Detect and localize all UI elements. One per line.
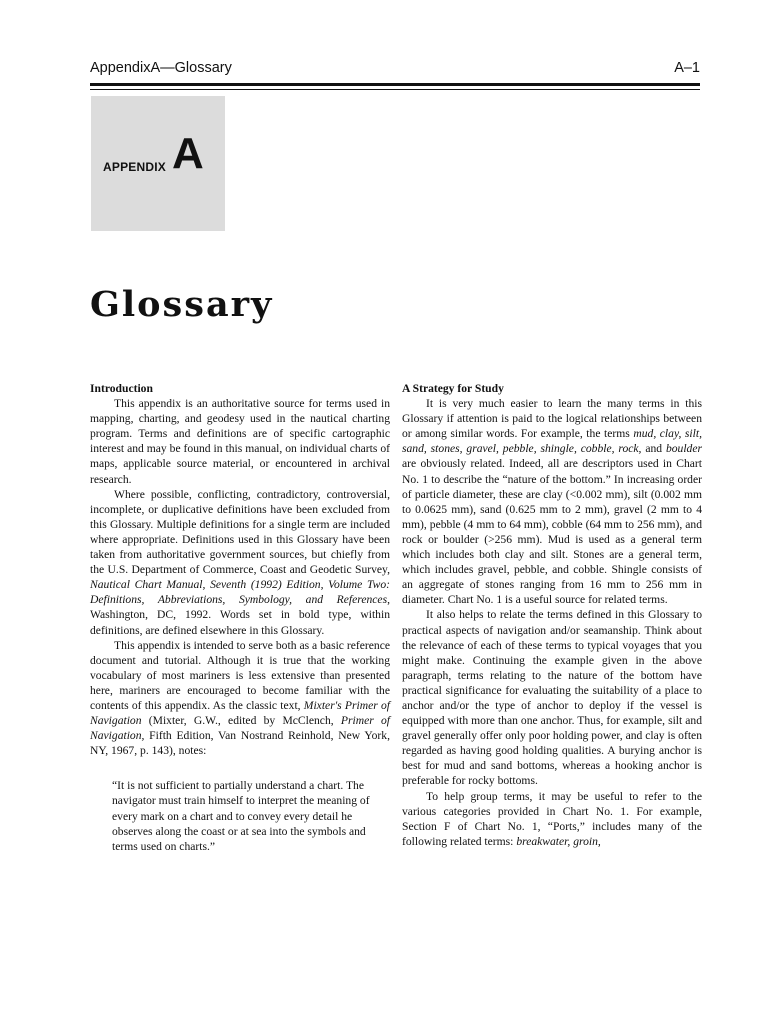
appendix-letter: A [172, 129, 204, 178]
block-quote: “It is not sufficient to partially understand a chart. The navigator must train himself to interpret the meaning of every mark on a chart and to convey every detail he observes along the coast or at sea into the symbols and terms used on charts.” [112, 779, 370, 853]
running-header [90, 58, 700, 80]
appendix-label: APPENDIX [103, 160, 166, 174]
cited-title: Mixter's Primer of Navigation [90, 698, 390, 728]
introduction-heading: Introduction [90, 382, 153, 395]
strategy-paragraph-3 [402, 789, 702, 849]
introduction-paragraph-1: This appendix is an authoritative source for terms used in mapping, charting, and geodesy used in the nautical charting program. Terms and definitions are of specific cartographic interest and may be found in this manual, on individual charts of maps, applicable source material, or encountered in archival research. [90, 397, 390, 486]
cited-title: Nautical Chart Manual, Seventh (1992) Edition, Volume Two: Definitions, Abbreviations, Symbology, and References [90, 578, 390, 607]
column-left [90, 381, 390, 854]
cited-title: Primer of Navigation, [90, 714, 390, 743]
header-rule-thin [90, 89, 700, 90]
paragraph-text: It is very much easier to learn the many terms in this Glossary if attention is paid to the logical relationships between or among similar words. For example, the terms [402, 397, 702, 441]
page-title: Glossary [90, 284, 274, 325]
paragraph-text: and [641, 442, 663, 456]
term-list: mud, clay, silt, sand, stones, gravel, pebble, shingle, cobble, rock, [402, 427, 702, 456]
header-section-title: AppendixA—Glossary [90, 60, 232, 76]
paragraph-text: Where possible, conflicting, contradictory, controversial, incomplete, or duplicative definitions have been excluded from this Glossary. Multiple definitions for a single term are included where appropriate. Definitions used in this Glossary have been taken from authoritative government sources, but chiefly from the U.S. Department of Commerce, Coast and Geodetic Survey, [90, 487, 390, 577]
term: boulder [665, 442, 703, 456]
header-page-number: A–1 [674, 60, 700, 76]
strategy-paragraph-1 [402, 396, 702, 607]
introduction-paragraph-2 [90, 487, 390, 638]
introduction-paragraph-3 [90, 638, 390, 759]
paragraph-text: , Washington, DC, 1992. Words set in bold type, within definitions, are defined elsewhere in this Glossary. [90, 593, 390, 637]
paragraph-text: Fifth Edition, Van Nostrand Reinhold, New York, NY, 1967, p. 143), notes: [90, 729, 390, 758]
strategy-paragraph-2: It also helps to relate the terms defined in this Glossary to practical aspects of navigation and/or seamanship. Think about the relevance of each of these terms to typical voyages that you might make. Continuing the example given in the above paragraph, terms relating to the nature of the bottom have practical significance for evaluating the suitability of a place to anchor and/or the type of anchor to deploy if the vessel is equipped with more than one anchor. Thus, for example, silt and gravel generally offer only poor holding power, and clay is often regarded as having good holding qualities. A burying anchor is best for mud and sand bottoms, whereas a hooking anchor is preferable for rocky bottoms. [402, 608, 702, 788]
paragraph-text: are obviously related. Indeed, all are descriptors used in Chart No. 1 to describe the “nature of the bottom.” In increasing order of particle diameter, these are clay (<0.002 mm), silt (0.002 mm to 0.0625 mm), sand (0.625 mm to 2 mm), gravel (2 mm to 4 mm), pebble (4 mm to 64 mm), cobble (64 mm to 256 mm), and rock or boulder (>256 mm). Mud is used as a general term which includes both clay and silt. Stones are a general term, which includes gravel, pebble, and cobble. Shingle consists of an aggregate of stones ranging from 16 mm to 256 mm in diameter. Chart No. 1 is a useful source for related terms. [402, 457, 702, 607]
column-right [402, 381, 702, 849]
header-rule-thick [90, 83, 700, 86]
term-list: breakwater, groin, [516, 834, 601, 848]
paragraph-text: To help group terms, it may be useful to refer to the various categories provided in Chart No. 1. For example, Section F of Chart No. 1, “Ports,” includes many of the following related terms: [402, 789, 702, 848]
paragraph-text: This appendix is intended to serve both as a basic reference document and tutorial. Although it is true that the working vocabulary of most mariners is less extensive than presented here, mariners are encouraged to become familiar with the contents of this appendix. As the classic text, [90, 638, 390, 712]
strategy-heading: A Strategy for Study [402, 382, 504, 395]
paragraph-text: (Mixter, G.W., edited by McClench, [141, 714, 334, 728]
appendix-box [91, 96, 225, 231]
